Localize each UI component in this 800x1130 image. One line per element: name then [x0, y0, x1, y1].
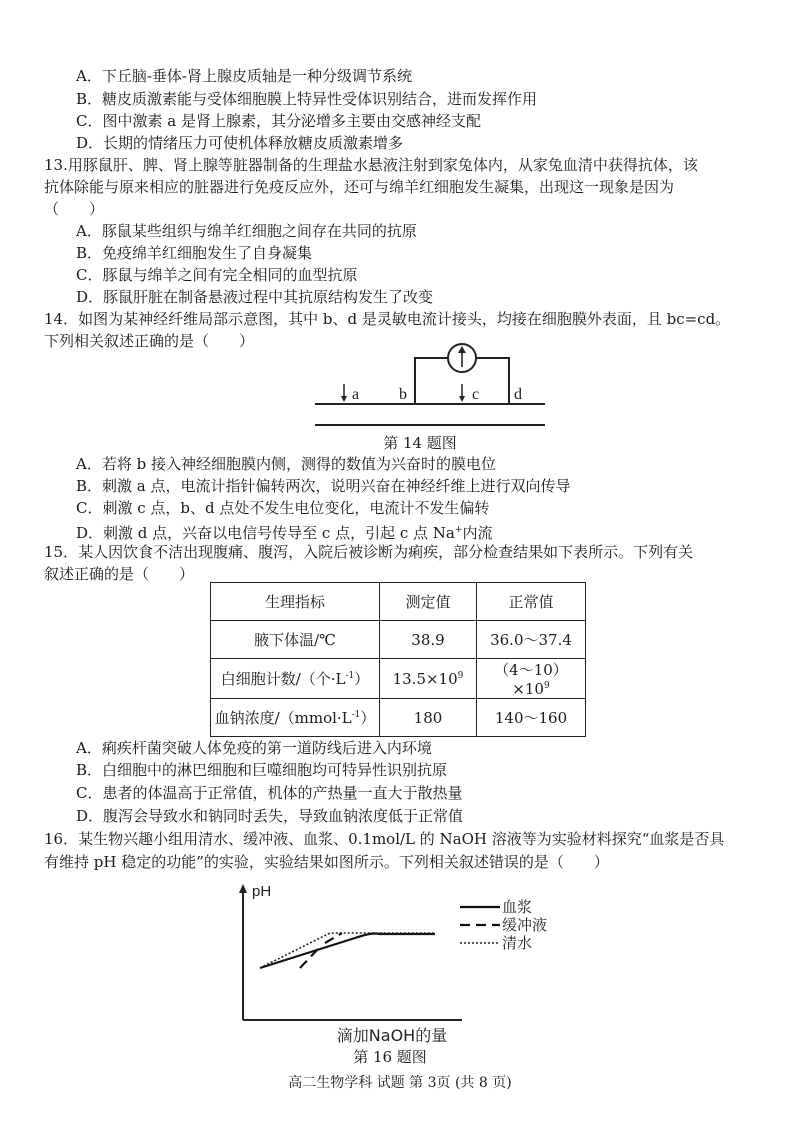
- q12-option-a: A．下丘脑-垂体-肾上腺皮质轴是一种分级调节系统: [76, 67, 412, 85]
- point-label-a: a: [352, 386, 360, 403]
- point-label-c: c: [472, 386, 480, 403]
- table-row: [211, 659, 586, 699]
- legend-label-buffer: 缓冲液: [502, 916, 548, 934]
- q14-stem-line2: 下列相关叙述正确的是（ ）: [44, 332, 255, 350]
- q15-option-a: A．痢疾杆菌突破人体免疫的第一道防线后进入内环境: [76, 739, 432, 757]
- q15-data-table: [210, 582, 586, 737]
- q13-stem-line2: 抗体除能与原来相应的脏器进行免疫反应外，还可与绵羊红细胞发生凝集，出现这一现象是因为: [44, 178, 675, 196]
- q15-option-b: B．白细胞中的淋巴细胞和巨噬细胞均可特异性识别抗原: [76, 761, 448, 779]
- table-header-row: [211, 583, 586, 621]
- table-header: 正常值: [477, 583, 586, 621]
- q14-option-b: B．刺激 a 点，电流计指针偏转两次，说明兴奋在神经纤维上进行双向传导: [76, 477, 571, 495]
- q12-option-b: B．糖皮质激素能与受体细胞膜上特异性受体识别结合，进而发挥作用: [76, 90, 538, 108]
- q14-option-c: C．刺激 c 点，b、d 点处不发生电位变化，电流计不发生偏转: [76, 499, 490, 517]
- table-row: [211, 621, 586, 659]
- q14-figure-caption: 第 14 题图: [383, 434, 457, 452]
- series-line-water: [260, 933, 435, 968]
- q15-option-d: D．腹泻会导致水和钠同时丢失，导致血钠浓度低于正常值: [76, 807, 464, 825]
- x-axis-label: 滴加NaOH的量: [336, 1026, 448, 1045]
- table-cell: 180: [380, 699, 477, 737]
- q13-option-c: C．豚鼠与绵羊之间有完全相同的血型抗原: [76, 266, 358, 284]
- table-cell: 血钠浓度$/(mmol\cdot L^{-1})$: [211, 699, 380, 737]
- table-cell: 38.9: [380, 621, 477, 659]
- q13-option-d: D．豚鼠肝脏在制备悬液过程中其抗原结构发生了改变: [76, 288, 434, 306]
- q13-stem-line3: （ ）: [44, 200, 105, 218]
- table-cell: 白细胞计数/（个$\cdot L^{-1}$）: [211, 659, 380, 699]
- q14-option-d: D．刺激 d 点，兴奋以电信号传导至 c 点，引起 c 点 Na+内流: [76, 524, 493, 542]
- q15-stem-line1: 15．某人因饮食不洁出现腹痛、腹泻，入院后被诊断为痢疾，部分检查结果如下表所示。下列有关: [44, 543, 694, 561]
- series-line-buffer: [300, 933, 342, 968]
- table-row: [211, 699, 586, 737]
- page-footer: 高二生物学科 试题 第 3页 (共 8 页): [288, 1075, 512, 1091]
- q12-option-d: D．长期的情绪压力可使机体释放糖皮质激素增多: [76, 134, 404, 152]
- y-axis-label: pH: [252, 883, 272, 900]
- table-header: 测定值: [380, 583, 477, 621]
- q14-stem-line1: 14．如图为某神经纤维局部示意图，其中 b、d 是灵敏电流计接头，均接在细胞膜外表面，且 bc=cd。: [44, 310, 731, 328]
- q13-stem-line1: 13.用豚鼠肝、脾、肾上腺等脏器制备的生理盐水悬液注射到家兔体内，从家兔血清中获得抗体，该: [44, 156, 698, 174]
- table-header: 生理指标: [211, 583, 380, 621]
- q16-stem-line2: 有维持 pH 稳定的功能”的实验，实验结果如图所示。下列相关叙述错误的是（ ）: [44, 853, 609, 871]
- q13-option-b: B．免疫绵羊红细胞发生了自身凝集: [76, 244, 313, 262]
- point-label-d: d: [514, 386, 522, 403]
- q12-option-c: C．图中激素 a 是肾上腺素，其分泌增多主要由交感神经支配: [76, 112, 481, 130]
- q16-figure-caption: 第 16 题图: [353, 1048, 427, 1066]
- legend-label-water: 清水: [502, 934, 533, 952]
- q15-option-c: C．患者的体温高于正常值，机体的产热量一直大于散热量: [76, 784, 463, 802]
- table-cell: $13.5\times 10^9$: [380, 659, 477, 699]
- table-cell: $(4\sim 10)\times 10^9$: [477, 659, 586, 699]
- table-cell: 140～160: [477, 699, 586, 737]
- q16-stem-line1: 16．某生物兴趣小组用清水、缓冲液、血浆、0.1mol/L 的 NaOH 溶液等为实验材料探究“血浆是否具: [44, 830, 725, 848]
- table-cell: 36.0～37.4: [477, 621, 586, 659]
- q15-stem-line2: 叙述正确的是（ ）: [44, 565, 195, 583]
- q13-option-a: A．豚鼠某些组织与绵羊红细胞之间存在共同的抗原: [76, 222, 417, 240]
- series-line-blood-plasma: [260, 933, 435, 968]
- table-cell: 腋下体温/℃: [211, 621, 380, 659]
- point-label-b: b: [399, 386, 407, 403]
- q14-option-a: A．若将 b 接入神经细胞膜内侧，测得的数值为兴奋时的膜电位: [76, 455, 496, 473]
- legend-label-blood-plasma: 血浆: [502, 898, 533, 916]
- q14-nerve-figure: [300, 340, 560, 432]
